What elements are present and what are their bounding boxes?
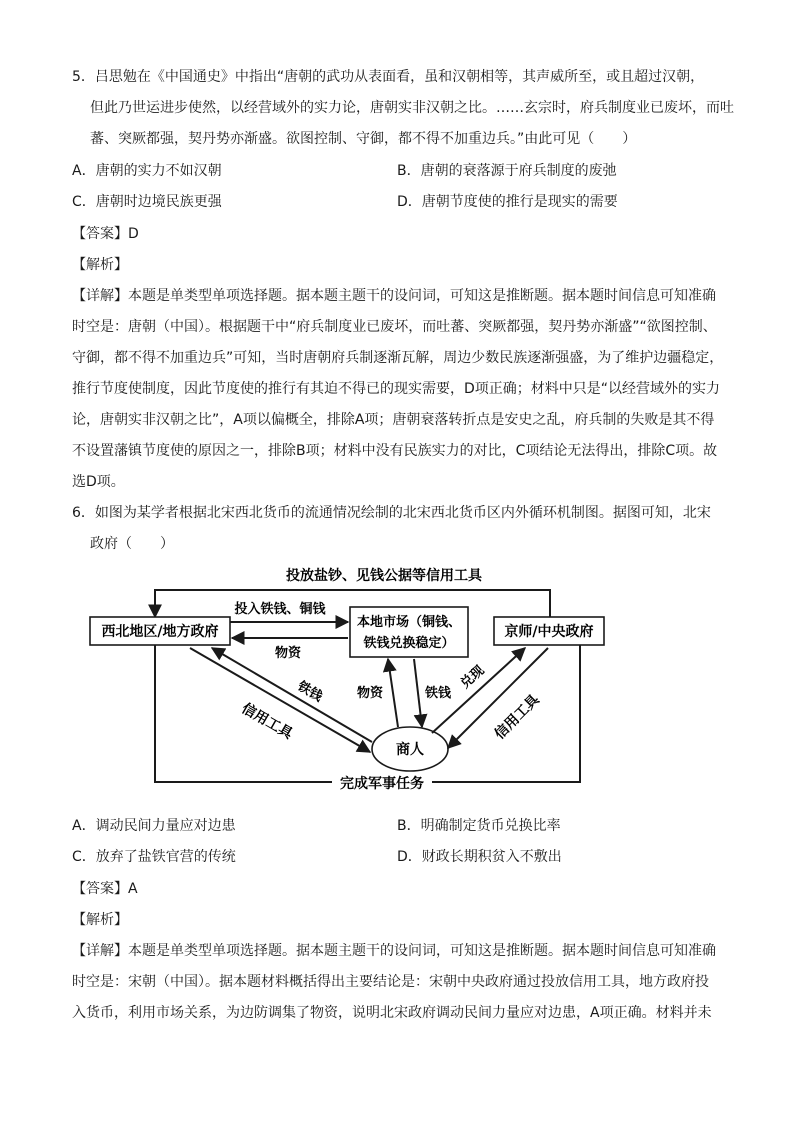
arrow-iron-money-to-merchant — [414, 659, 422, 727]
q5-detail-line-6: 不设置藩镇节度使的原因之一，排除B项；材料中没有民族实力的对比，C项结论无法得出，排除C项。故 — [72, 443, 718, 459]
q6-answer: 【答案】A — [72, 881, 138, 897]
box-capital-label: 京师/中央政府 — [504, 624, 594, 640]
edge-credit-right-label: 信用工具 — [491, 691, 543, 743]
q5-detail-line-2: 时空是：唐朝（中国）。根据题干中“府兵制度业已废坏，而吐蕃、突厥都强，契丹势亦渐盛”“欲图控制、 — [72, 319, 717, 335]
q5-stem-line-3: 蕃、突厥都强，契丹势亦渐盛。欲图控制、守御，都不得不加重边兵。”由此可见（ ） — [90, 131, 637, 147]
q5-stem-line-2: 但此乃世运进步使然，以经营域外的实力论，唐朝实非汉朝之比。……玄宗时，府兵制度业已废坏，而吐 — [90, 100, 734, 116]
merchant-label: 商人 — [396, 742, 424, 758]
q5-option-b: B．唐朝的衰落源于府兵制度的废弛 — [397, 163, 617, 179]
q5-detail-line-5: 论，唐朝实非汉朝之比”，A项以偏概全，排除A项；唐朝衰落转折点是安史之乱，府兵制的失败是其不得 — [72, 412, 715, 428]
q5-option-a: A．唐朝的实力不如汉朝 — [72, 163, 222, 179]
bottom-label: 完成军事任务 — [340, 776, 424, 792]
q6-option-b: B．明确制定货币兑换比率 — [397, 818, 561, 834]
box-northwest-label: 西北地区/地方政府 — [101, 624, 219, 640]
edge-goods-to-nw-label: 物资 — [274, 646, 302, 661]
edge-credit-left-label: 信用工具 — [238, 700, 296, 743]
q5-detail-line-1: 【详解】本题是单类型单项选择题。据本题主题干的设问词，可知这是推断题。据本题时间信息可知准确 — [72, 288, 716, 304]
q6-analysis-label: 【解析】 — [72, 912, 128, 928]
edge-goods-center-label: 物资 — [356, 686, 384, 701]
arrow-goods-to-market — [388, 659, 398, 727]
q5-answer: 【答案】D — [72, 226, 139, 242]
box-local-market-line-2: 铁钱兑换稳定） — [363, 636, 455, 651]
box-local-market-line-1: 本地市场（铜钱、 — [356, 615, 462, 630]
q5-detail-line-3: 守御，都不得不加重边兵”可知，当时唐朝府兵制逐渐瓦解，周边少数民族逐渐强盛，为了维护边疆稳定， — [72, 350, 724, 366]
q6-detail-line-2: 时空是：宋朝（中国）。据本题材料概括得出主要结论是：宋朝中央政府通过投放信用工具，地方政府投 — [72, 974, 709, 990]
q6-detail-line-3: 入货币，利用市场关系，为边防调集了物资，说明北宋政府调动民间力量应对边患，A项正确。材料并未 — [72, 1005, 712, 1021]
edge-iron-money-center-label: 铁钱 — [424, 686, 452, 701]
q5-analysis-label: 【解析】 — [72, 257, 128, 273]
q5-detail-line-4: 推行节度使制度，因此节度使的推行有其迫不得已的现实需要，D项正确；材料中只是“以经营域外的实力 — [72, 381, 721, 397]
q6-option-a: A．调动民间力量应对边患 — [72, 818, 236, 834]
edge-coins-label: 投入铁钱、铜钱 — [234, 602, 326, 617]
q5-option-d: D．唐朝节度使的推行是现实的需要 — [397, 194, 618, 210]
edge-iron-money-left-label: 铁钱 — [294, 678, 325, 705]
q5-detail-line-7: 选D项。 — [72, 474, 125, 490]
q6-detail-line-1: 【详解】本题是单类型单项选择题。据本题主题干的设问词，可知这是推断题。据本题时间信息可知准确 — [72, 943, 716, 959]
q6-stem-line-1: 6．如图为某学者根据北宋西北货币的流通情况绘制的北宋西北货币区内外循环机制图。据图可知，北宋 — [72, 505, 711, 521]
q5-stem-line-1: 5．吕思勉在《中国通史》中指出“唐朝的武功从表面看，虽和汉朝相等，其声威所至，或且超过汉朝， — [72, 69, 705, 85]
top-label: 投放盐钞、见钱公据等信用工具 — [286, 568, 482, 584]
circulation-diagram — [0, 560, 794, 810]
edge-redeem-label: 兑现 — [457, 663, 488, 692]
q5-option-c: C．唐朝时边境民族更强 — [72, 194, 222, 210]
q6-stem-line-2: 政府（ ） — [90, 536, 174, 552]
q6-option-d: D．财政长期积贫入不敷出 — [397, 849, 562, 865]
q6-option-c: C．放弃了盐铁官营的传统 — [72, 849, 236, 865]
